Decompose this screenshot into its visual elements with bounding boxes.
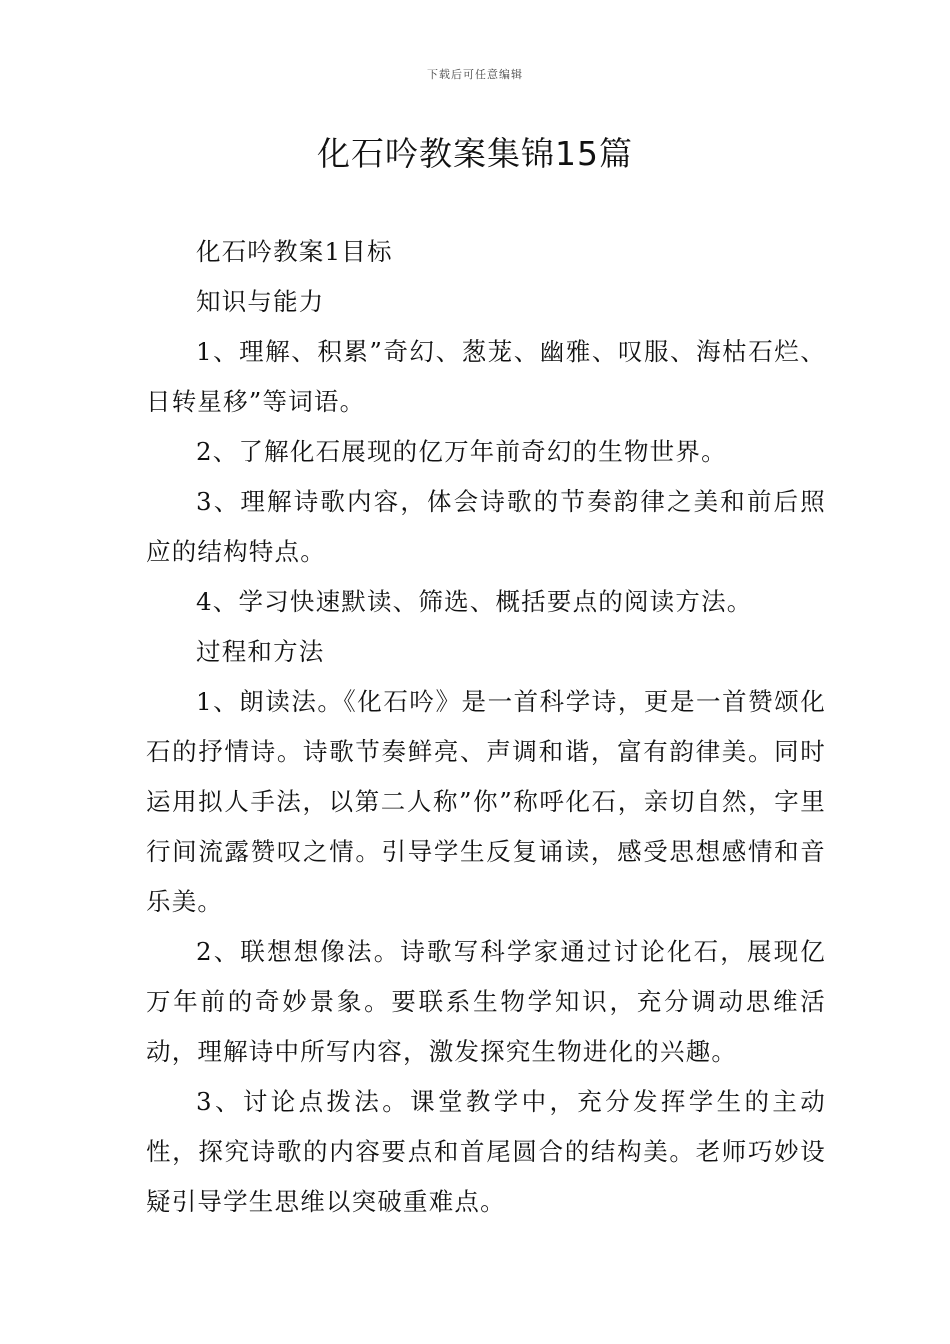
paragraph-item: 3、讨论点拨法。课堂教学中，充分发挥学生的主动性，探究诗歌的内容要点和首尾圆合的结构美。老师巧妙设疑引导学生思维以突破重难点。: [146, 1087, 826, 1216]
paragraph-item: 3、理解诗歌内容，体会诗歌的节奏韵律之美和前后照应的结构特点。: [146, 487, 826, 566]
paragraph-item: 2、联想想像法。诗歌写科学家通过讨论化石，展现亿万年前的奇妙景象。要联系生物学知识，充分调动思维活动，理解诗中所写内容，激发探究生物进化的兴趣。: [146, 937, 826, 1066]
paragraph-subheading-knowledge: 知识与能力: [196, 287, 325, 316]
paragraph-item: 1、理解、积累”奇幻、葱茏、幽雅、叹服、海枯石烂、日转星移”等词语。: [146, 337, 826, 416]
document-title: 化石吟教案集锦15篇: [317, 134, 633, 173]
paragraph-section-heading: 化石吟教案1目标: [196, 237, 393, 266]
document-body: [146, 227, 826, 1227]
paragraph-item: 2、了解化石展现的亿万年前奇幻的生物世界。: [196, 437, 727, 466]
header-note: 下载后可任意编辑: [427, 68, 523, 81]
paragraph-item: 4、学习快速默读、筛选、概括要点的阅读方法。: [196, 587, 753, 616]
paragraph-subheading-process: 过程和方法: [196, 637, 325, 666]
paragraph-item: 1、朗读法。《化石吟》是一首科学诗，更是一首赞颂化石的抒情诗。诗歌节奏鲜亮、声调和谐，富有韵律美。同时运用拟人手法，以第二人称”你”称呼化石，亲切自然，字里行间流露赞叹之情。引导学生反复诵读，感受思想感情和音乐美。: [146, 687, 826, 916]
